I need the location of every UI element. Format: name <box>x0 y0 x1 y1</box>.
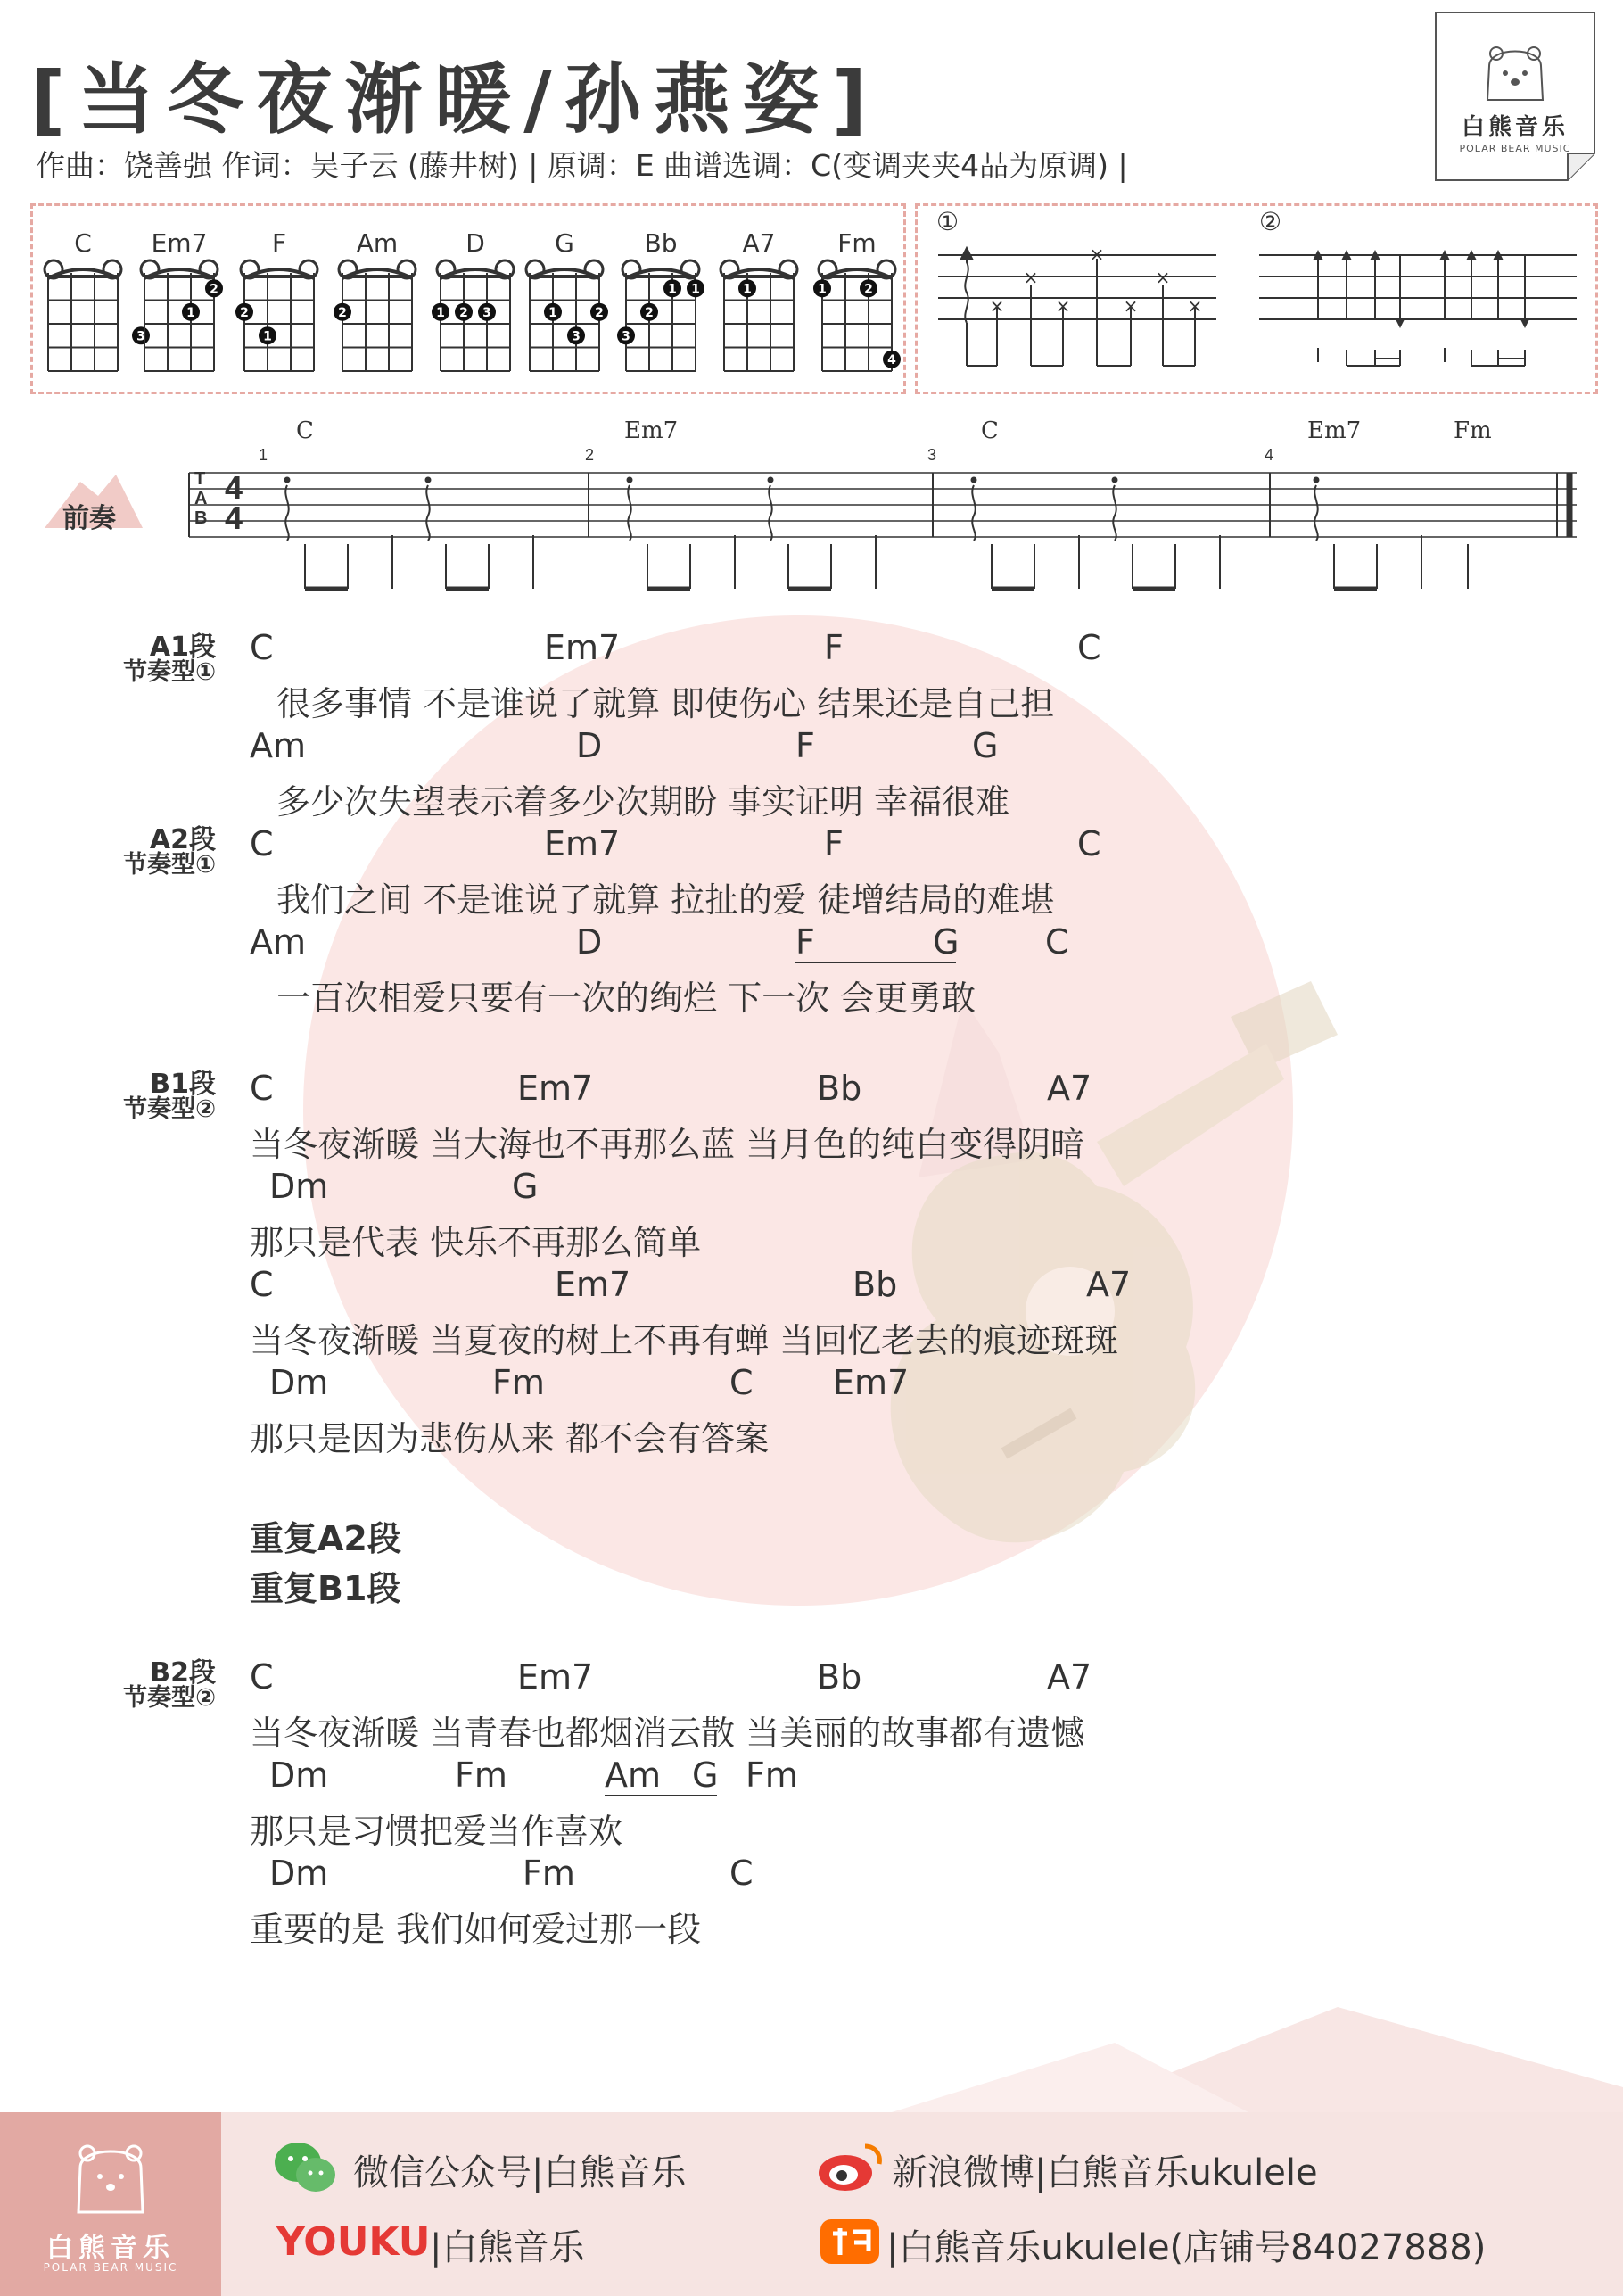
chord-symbol: Em7 <box>555 1265 631 1304</box>
footer-taobao-text[interactable]: |白熊音乐ukulele(店铺号84027888) <box>886 2227 1487 2268</box>
chord-symbol: C <box>250 1265 274 1304</box>
time-signature-top: 4 <box>225 469 243 506</box>
chord-symbol: Fm <box>455 1755 507 1795</box>
chord-diagram-name: C <box>74 228 92 258</box>
lyric-line: 当冬夜渐暖 当大海也不再那么蓝 当月色的纯白变得阴暗 <box>250 1125 1085 1164</box>
chord-symbol: C <box>1077 824 1101 863</box>
youku-logo-text: YOUKU <box>276 2219 431 2265</box>
lyric-line: 我们之间 不是谁说了就算 拉扯的爱 徒增结局的难堪 <box>276 880 1055 920</box>
chord-symbol: C <box>729 1363 754 1402</box>
section-label <box>55 1069 216 1123</box>
chord-diagram-name: A7 <box>742 228 776 258</box>
finger-number: 2 <box>864 282 873 297</box>
chord-symbol: G <box>972 726 999 765</box>
svg-text:×: × <box>1187 295 1203 317</box>
section-rhythm: 节奏型② <box>123 1095 216 1123</box>
intro-chord-label: C <box>981 417 999 444</box>
section-rhythm: 节奏型① <box>123 851 216 879</box>
finger-number: 2 <box>210 282 218 297</box>
finger-number: 2 <box>240 305 249 320</box>
chord-symbol: Am <box>250 726 307 765</box>
chord-diagram-name: Fm <box>837 228 877 258</box>
wechat-icon <box>273 2139 337 2196</box>
lyric-line: 那只是习惯把爱当作喜欢 <box>250 1812 623 1851</box>
finger-number: 4 <box>887 352 896 368</box>
chord-diagram-name: Em7 <box>151 228 208 258</box>
footer-bear-icon <box>66 2141 155 2221</box>
chord-symbol: Bb <box>817 1657 862 1697</box>
chord-symbol: Bb <box>817 1069 862 1108</box>
intro-tab-staff <box>0 0 1623 624</box>
repeat-instruction: 重复A2段 <box>250 1519 401 1558</box>
chord-symbol: G <box>933 922 960 962</box>
chord-symbol: Bb <box>853 1265 898 1304</box>
chord-diagram-name: Bb <box>644 228 678 258</box>
finger-number: 1 <box>186 305 195 320</box>
section-rhythm: 节奏型② <box>123 1684 216 1712</box>
repeat-instruction: 重复B1段 <box>250 1569 401 1608</box>
section-name: A2段 <box>149 824 216 855</box>
chord-symbol: D <box>576 922 603 962</box>
chord-symbol: Em7 <box>517 1069 594 1108</box>
svg-text:×: × <box>1155 267 1171 288</box>
chord-symbol: Dm <box>269 1167 329 1206</box>
chord-symbol: C <box>250 628 274 667</box>
chord-symbol: F <box>795 726 815 765</box>
chord-symbol: Fm <box>523 1854 575 1893</box>
strum-pattern-2-label: ② <box>1259 207 1282 236</box>
section-label <box>55 1657 216 1712</box>
lyric-line: 一百次相爱只要有一次的绚烂 下一次 会更勇敢 <box>276 979 976 1018</box>
logo-text-cn: 白熊音乐 <box>1461 114 1569 141</box>
section-name: A1段 <box>149 632 216 663</box>
chord-symbol: C <box>729 1854 754 1893</box>
chord-symbol: A7 <box>1047 1657 1092 1697</box>
finger-number: 3 <box>622 329 630 344</box>
chord-diagram-name: G <box>555 228 574 258</box>
finger-number: 2 <box>459 305 468 320</box>
chord-symbol: Fm <box>492 1363 545 1402</box>
time-signature-bottom: 4 <box>225 500 243 536</box>
chord-diagram-name: Am <box>356 228 399 258</box>
chord-symbol: F <box>824 628 844 667</box>
finger-number: 1 <box>818 282 827 297</box>
chord-diagram-name: D <box>465 228 485 258</box>
song-title: [当冬夜渐暖/孙燕姿] <box>30 55 880 145</box>
strum-pattern-1-label: ① <box>936 207 960 236</box>
intro-chord-label: Fm <box>1454 417 1492 444</box>
chord-symbol: F <box>824 824 844 863</box>
chord-symbol: F <box>795 922 815 962</box>
chord-symbol: C <box>1077 628 1101 667</box>
footer-weibo-text[interactable]: 新浪微博|白熊音乐ukulele <box>892 2152 1318 2193</box>
measure-number: 4 <box>1265 446 1274 464</box>
finger-number: 2 <box>645 305 654 320</box>
chord-underline <box>795 962 956 963</box>
section-name: B2段 <box>150 1657 216 1689</box>
finger-number: 2 <box>595 305 604 320</box>
footer-wechat-text[interactable]: 微信公众号|白熊音乐 <box>353 2152 687 2193</box>
measure-number: 3 <box>927 446 937 464</box>
tab-clef-letter: A <box>194 489 208 508</box>
lyric-line: 那只是代表 快乐不再那么简单 <box>250 1223 702 1262</box>
intro-label: 前奏 <box>62 503 116 534</box>
chord-symbol: C <box>250 1657 274 1697</box>
chord-symbol: C <box>250 824 274 863</box>
finger-number: 1 <box>548 305 557 320</box>
chord-symbol: A7 <box>1047 1069 1092 1108</box>
svg-text:×: × <box>1023 267 1039 288</box>
svg-text:×: × <box>1055 295 1071 317</box>
finger-number: 3 <box>482 305 491 320</box>
chord-symbol: G <box>512 1167 539 1206</box>
lyric-line: 当冬夜渐暖 当夏夜的树上不再有蝉 当回忆老去的痕迹斑斑 <box>250 1321 1119 1360</box>
chord-symbol: Em7 <box>544 824 621 863</box>
chord-diagram-name: F <box>271 228 287 258</box>
chord-underline <box>605 1795 717 1796</box>
tab-clef-letter: B <box>194 508 208 528</box>
lyric-line: 那只是因为悲伤从来 都不会有答案 <box>250 1419 770 1458</box>
chord-symbol: A7 <box>1086 1265 1132 1304</box>
chord-symbol: Dm <box>269 1363 329 1402</box>
chord-symbol: G <box>692 1755 719 1795</box>
finger-number: 2 <box>338 305 347 320</box>
weibo-icon <box>815 2139 885 2194</box>
lyric-line: 当冬夜渐暖 当青春也都烟消云散 当美丽的故事都有遗憾 <box>250 1714 1085 1753</box>
chord-symbol: Am <box>250 922 307 962</box>
footer-logo-text-cn: 白熊音乐 <box>46 2233 175 2264</box>
finger-number: 1 <box>691 282 700 297</box>
finger-number: 1 <box>743 282 752 297</box>
footer-youku-text[interactable]: |白熊音乐 <box>430 2227 585 2268</box>
taobao-icon <box>817 2216 883 2267</box>
song-credits: 作曲：饶善强 作词：吴子云 (藤井树) | 原调：E 曲谱选调：C(变调夹夹4品为原调) | <box>36 148 1128 183</box>
logo-text-en: POLAR BEAR MUSIC <box>1459 143 1571 154</box>
tab-clef-letter: T <box>194 469 206 489</box>
youku-logo <box>276 2219 430 2265</box>
chord-symbol: Dm <box>269 1755 329 1795</box>
svg-text:×: × <box>1089 244 1105 265</box>
footer-logo-text-en: POLAR BEAR MUSIC <box>43 2261 178 2274</box>
svg-text:×: × <box>989 295 1005 317</box>
lyric-line: 很多事情 不是谁说了就算 即使伤心 结果还是自己担 <box>276 684 1055 723</box>
finger-number: 3 <box>572 329 581 344</box>
chord-symbol: Em7 <box>833 1363 910 1402</box>
lyric-line: 多少次失望表示着多少次期盼 事实证明 幸福很难 <box>276 782 1010 822</box>
section-label <box>55 824 216 879</box>
intro-chord-label: Em7 <box>624 417 679 444</box>
lyric-line: 重要的是 我们如何爱过那一段 <box>250 1910 702 1949</box>
section-rhythm: 节奏型① <box>123 658 216 686</box>
finger-number: 3 <box>136 329 145 344</box>
measure-number: 2 <box>585 446 595 464</box>
svg-text:×: × <box>1123 295 1139 317</box>
chord-symbol: C <box>250 1069 274 1108</box>
chord-symbol: Am <box>605 1755 662 1795</box>
intro-chord-label: Em7 <box>1307 417 1362 444</box>
chord-symbol: Dm <box>269 1854 329 1893</box>
finger-number: 1 <box>668 282 677 297</box>
measure-number: 1 <box>259 446 268 464</box>
intro-chord-label: C <box>296 417 314 444</box>
chord-symbol: Em7 <box>544 628 621 667</box>
section-name: B1段 <box>150 1069 216 1100</box>
chord-symbol: Fm <box>746 1755 798 1795</box>
chord-symbol: Em7 <box>517 1657 594 1697</box>
section-label <box>55 632 216 686</box>
finger-number: 1 <box>436 305 445 320</box>
finger-number: 1 <box>263 329 272 344</box>
chord-symbol: C <box>1045 922 1069 962</box>
chord-symbol: D <box>576 726 603 765</box>
